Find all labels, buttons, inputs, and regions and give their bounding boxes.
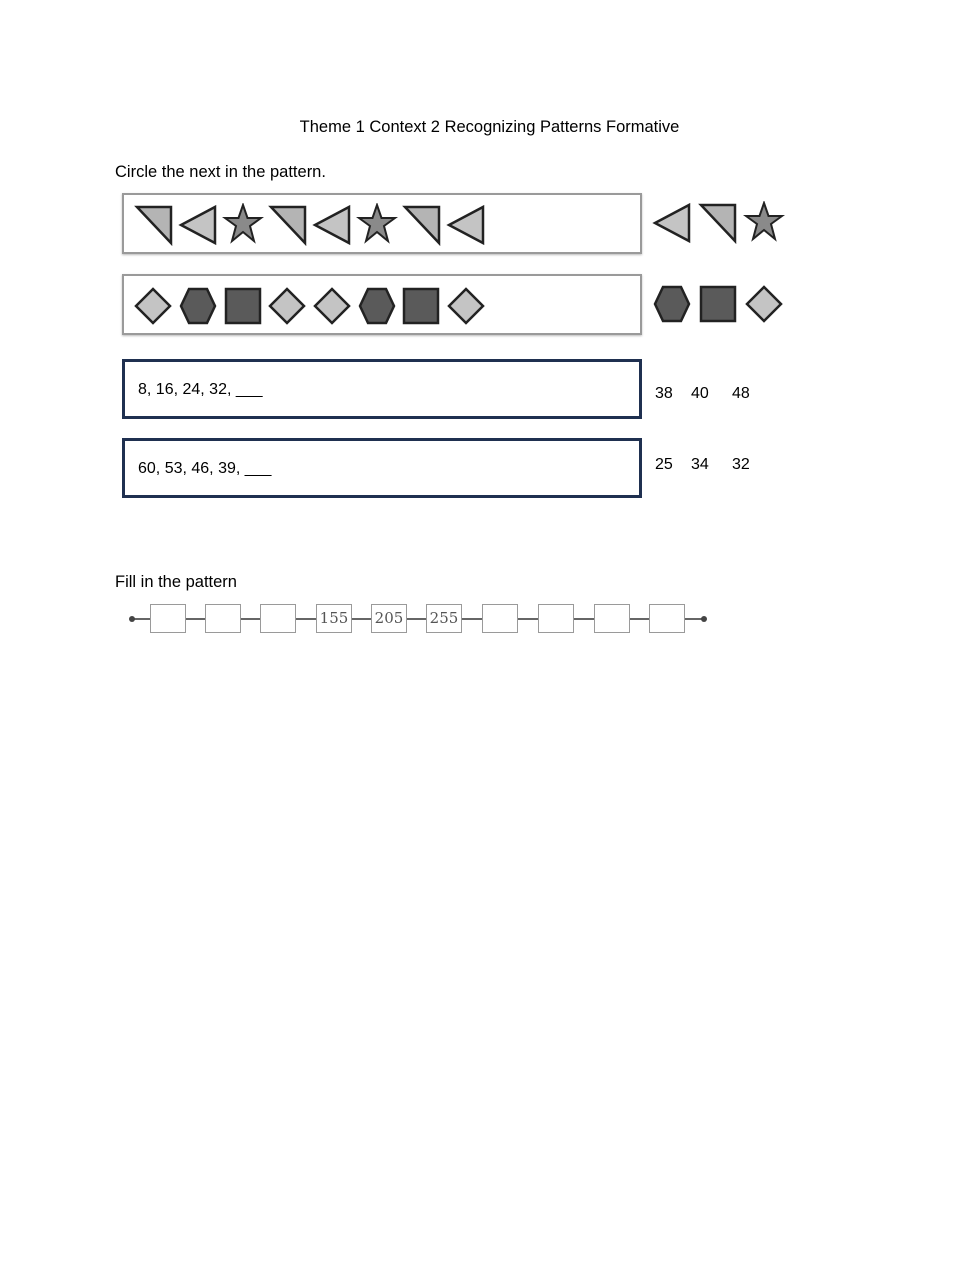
choice-34[interactable]: 34	[691, 456, 709, 473]
diamond-icon	[134, 287, 172, 325]
shape-pattern-box-2	[122, 274, 642, 335]
square-icon	[224, 287, 262, 325]
choice-square-icon[interactable]	[699, 285, 737, 323]
number-line-blank-2[interactable]	[205, 604, 241, 633]
hexagon-icon	[179, 287, 217, 325]
right-arrow-icon	[701, 616, 707, 622]
choice-left-triangle-icon[interactable]	[652, 202, 692, 244]
square-icon	[402, 287, 440, 325]
choice-right-triangle-icon[interactable]	[698, 202, 738, 244]
choice-32[interactable]: 32	[732, 456, 750, 473]
star-icon	[222, 203, 264, 245]
number-pattern-box-2	[122, 438, 642, 498]
left-triangle-icon	[178, 204, 218, 246]
choice-diamond-icon[interactable]	[745, 285, 783, 323]
number-sequence-2: 60, 53, 46, 39, ___	[138, 460, 272, 477]
number-line-blank-7[interactable]	[482, 604, 518, 633]
choice-star-icon[interactable]	[743, 201, 785, 243]
choice-40[interactable]: 40	[691, 385, 709, 402]
diamond-icon	[268, 287, 306, 325]
left-arrow-icon	[129, 616, 135, 622]
number-line-value-155: 155	[316, 604, 352, 633]
number-line-value-205: 205	[371, 604, 407, 633]
right-triangle-icon	[134, 204, 174, 246]
fill-instruction: Fill in the pattern	[115, 573, 237, 591]
star-icon	[356, 203, 398, 245]
choice-38[interactable]: 38	[655, 385, 673, 402]
number-line-blank-1[interactable]	[150, 604, 186, 633]
shape-pattern-box-1	[122, 193, 642, 254]
choice-hexagon-icon[interactable]	[653, 285, 691, 323]
circle-instruction: Circle the next in the pattern.	[115, 163, 326, 181]
number-line-blank-3[interactable]	[260, 604, 296, 633]
hexagon-icon	[358, 287, 396, 325]
left-triangle-icon	[446, 204, 486, 246]
choice-25[interactable]: 25	[655, 456, 673, 473]
right-triangle-icon	[402, 204, 442, 246]
number-line-blank-8[interactable]	[538, 604, 574, 633]
number-pattern-box-1	[122, 359, 642, 419]
number-line-value-255: 255	[426, 604, 462, 633]
number-line-blank-10[interactable]	[649, 604, 685, 633]
number-sequence-1: 8, 16, 24, 32, ___	[138, 381, 263, 398]
right-triangle-icon	[268, 204, 308, 246]
page-title: Theme 1 Context 2 Recognizing Patterns Formative	[299, 118, 680, 136]
choice-48[interactable]: 48	[732, 385, 750, 402]
diamond-icon	[447, 287, 485, 325]
number-line-blank-9[interactable]	[594, 604, 630, 633]
left-triangle-icon	[312, 204, 352, 246]
diamond-icon	[313, 287, 351, 325]
